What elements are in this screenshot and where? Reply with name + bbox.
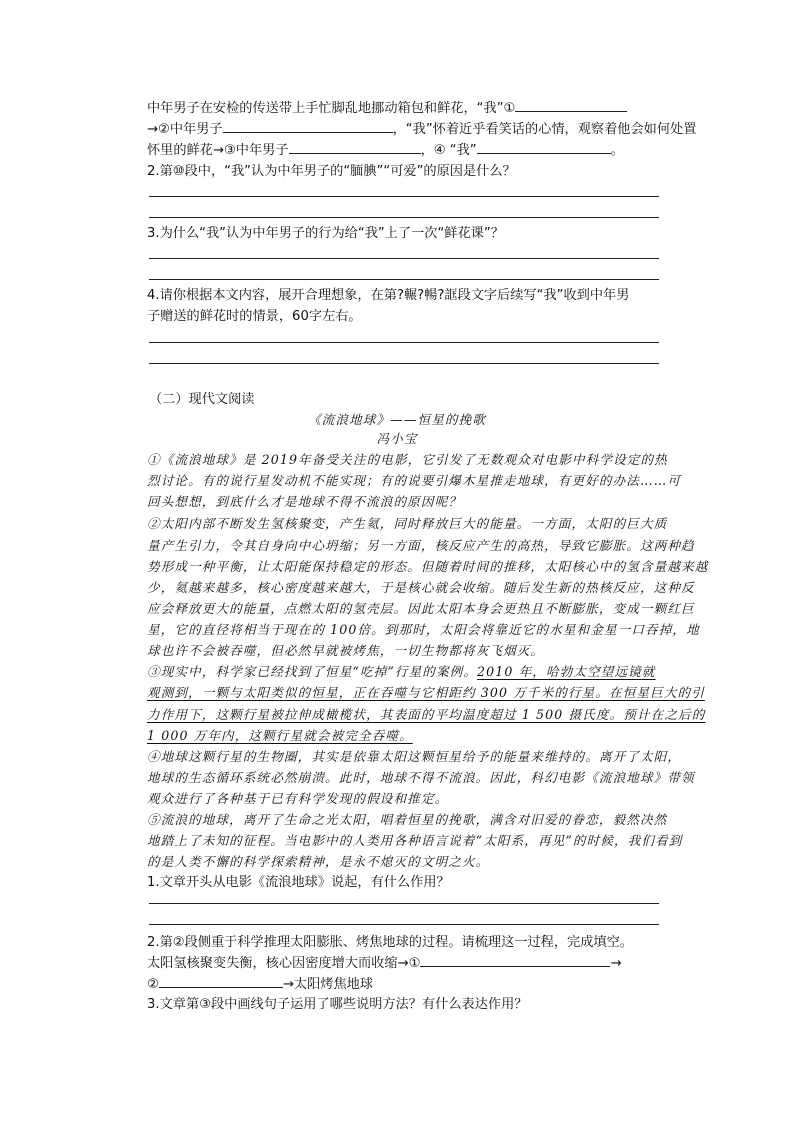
answer-line[interactable] — [149, 258, 659, 259]
article-author: 冯小宝 — [376, 431, 418, 446]
p3-underlined-line: 1 000 万年内，这颗行星就会被完全吞噬。 — [147, 728, 413, 743]
s2-q2-line3 — [147, 973, 373, 996]
answer-line[interactable] — [149, 903, 659, 904]
s2-q2-text-d: →太阳烤焦地球 — [282, 977, 374, 992]
p2-line: ②太阳内部不断发生氢核聚变，产生氦，同时释放巨大的能量。一方面，太阳的巨大质 — [147, 516, 668, 531]
p4-line: 地球的生态循环系统必然崩溃。此时，地球不得不流浪。因此，科幻电影《流浪地球》带领 — [147, 770, 695, 785]
answer-blank-2[interactable] — [223, 118, 393, 133]
p5-line: 地踏上了未知的征程。当电影中的人类用各种语言说着“太阳系，再见”的时候，我们看到 — [147, 833, 683, 848]
p3-underlined-line: 观测到，一颗与太阳类似的恒星，正在吞噬与它相距约 300 万千米的行星。在恒星巨大的引 — [147, 685, 705, 700]
p2-line: 少，氦越来越多，核心密度越来越大，于是核心就会收缩。随后发生新的热核反应，这种反 — [147, 580, 695, 595]
q1-line1 — [147, 97, 627, 120]
p1-line: 烈讨论。有的说行星发动机不能实现；有的说要引爆木星推走地球，有更好的办法……可 — [147, 473, 682, 488]
q1-line3-text-c: 。 — [610, 143, 624, 158]
p3-line — [147, 661, 656, 683]
q1-line3 — [147, 139, 624, 162]
answer-line[interactable] — [149, 342, 659, 343]
p4-line: 观众进行了各种基于已有科学发现的假设和推定。 — [147, 791, 449, 806]
s2-q2-line2 — [147, 952, 622, 975]
answer-line[interactable] — [149, 363, 659, 364]
article-title: 《流浪地球》——恒星的挽歌 — [307, 412, 487, 427]
p5-line: ⑤流浪的地球，离开了生命之光太阳，唱着恒星的挽歌，满含对旧爱的眷恋，毅然决然 — [147, 812, 668, 827]
s2-q2-text-a: 太阳氢核聚变失衡，核心因密度增大而收缩→① — [147, 956, 421, 971]
p3-text: ③现实中，科学家已经找到了恒星“吃掉”行星的案例。 — [147, 664, 478, 679]
answer-blank-4[interactable] — [477, 139, 611, 154]
q2-text: 2.第⑩段中，“我”认为中年男子的“腼腆”“可爱”的原因是什么？ — [147, 164, 516, 179]
q1-line2-text-b: ，“我”怀着近乎看笑话的心情，观察着他会如何处置 — [392, 122, 697, 137]
p2-line: 星，它的直径将相当于现在的 100倍。到那时，太阳会将靠近它的水星和金星一口吞掉，地 — [147, 622, 700, 637]
s2-q2-text-c: ② — [147, 977, 159, 992]
answer-line[interactable] — [149, 217, 659, 218]
p2-line: 应会释放更大的能量，点燃太阳的氢壳层。因此太阳本身会更热且不断膨胀，变成一颗红巨 — [147, 601, 695, 616]
p5-line: 的是人类不懈的科学探索精神，是永不熄灭的文明之火。 — [147, 854, 490, 869]
s2-q2-line1: 2.第②段侧重于科学推理太阳膨胀、烤焦地球的过程。请梳理这一过程，完成填空。 — [147, 935, 633, 950]
q1-line2 — [147, 118, 696, 141]
p1-line: ①《流浪地球》是 2019年备受关注的电影，它引发了无数观众对电影中科学设定的热 — [147, 452, 668, 467]
p2-line: 势形成一种平衡，让太阳能保持稳定的形态。但随着时间的推移，太阳核心中的氢含量越来越 — [147, 559, 709, 574]
answer-blank-3[interactable] — [289, 139, 421, 154]
q1-line2-text-a: →②中年男子 — [147, 122, 223, 137]
p2-line: 球也许不会被吞噬，但必然早就被烤焦，一切生物都将灰飞烟灭。 — [147, 643, 545, 658]
p1-line: 回头想想，到底什么才是地球不得不流浪的原因呢？ — [147, 494, 462, 509]
p4-line: ④地球这颗行星的生物圈，其实是依靠太阳这颗恒星给予的能量来维持的。离开了太阳， — [147, 749, 682, 764]
p2-line: 量产生引力，令其自身向中心坍缩；另一方面，核反应产生的高热，导致它膨胀。这两种趋 — [147, 538, 695, 553]
answer-line[interactable] — [149, 279, 659, 280]
q1-line3-text-a: 怀里的鲜花→③中年男子 — [147, 143, 289, 158]
section-heading: （二）现代文阅读 — [149, 392, 255, 407]
q4-line1: 4.请你根据本文内容，展开合理想象，在第?輾?暢?誆段文字后续写“我”收到中年男 — [147, 288, 630, 303]
q3-text: 3.为什么“我”认为中年男子的行为给“我”上了一次“鲜花课”？ — [147, 226, 504, 241]
answer-blank-6[interactable] — [159, 973, 283, 988]
answer-line[interactable] — [149, 924, 659, 925]
q4-line2: 子赠送的鲜花时的情景，60字左右。 — [147, 309, 362, 324]
answer-blank-1[interactable] — [515, 97, 627, 112]
answer-blank-5[interactable] — [420, 952, 610, 967]
p3-underlined-text: 2010 年，哈勃太空望远镜就 — [477, 664, 656, 679]
s2-q3-text: 3.文章第③段中画线句子运用了哪些说明方法？有什么表达作用？ — [147, 997, 528, 1012]
p3-underlined-line: 力作用下，这颗行星被拉伸成橄榄状，其表面的平均温度超过 1 500 摄氏度。预计在之后的 — [147, 707, 706, 722]
q1-line3-text-b: ，④ “我” — [420, 143, 477, 158]
answer-line[interactable] — [149, 196, 659, 197]
s2-q1-text: 1.文章开头从电影《流浪地球》说起，有什么作用？ — [147, 875, 450, 890]
q1-line1-text: 中年男子在安检的传送带上手忙脚乱地挪动箱包和鲜花，“我”① — [147, 101, 516, 116]
s2-q2-arrow: → — [610, 956, 622, 971]
